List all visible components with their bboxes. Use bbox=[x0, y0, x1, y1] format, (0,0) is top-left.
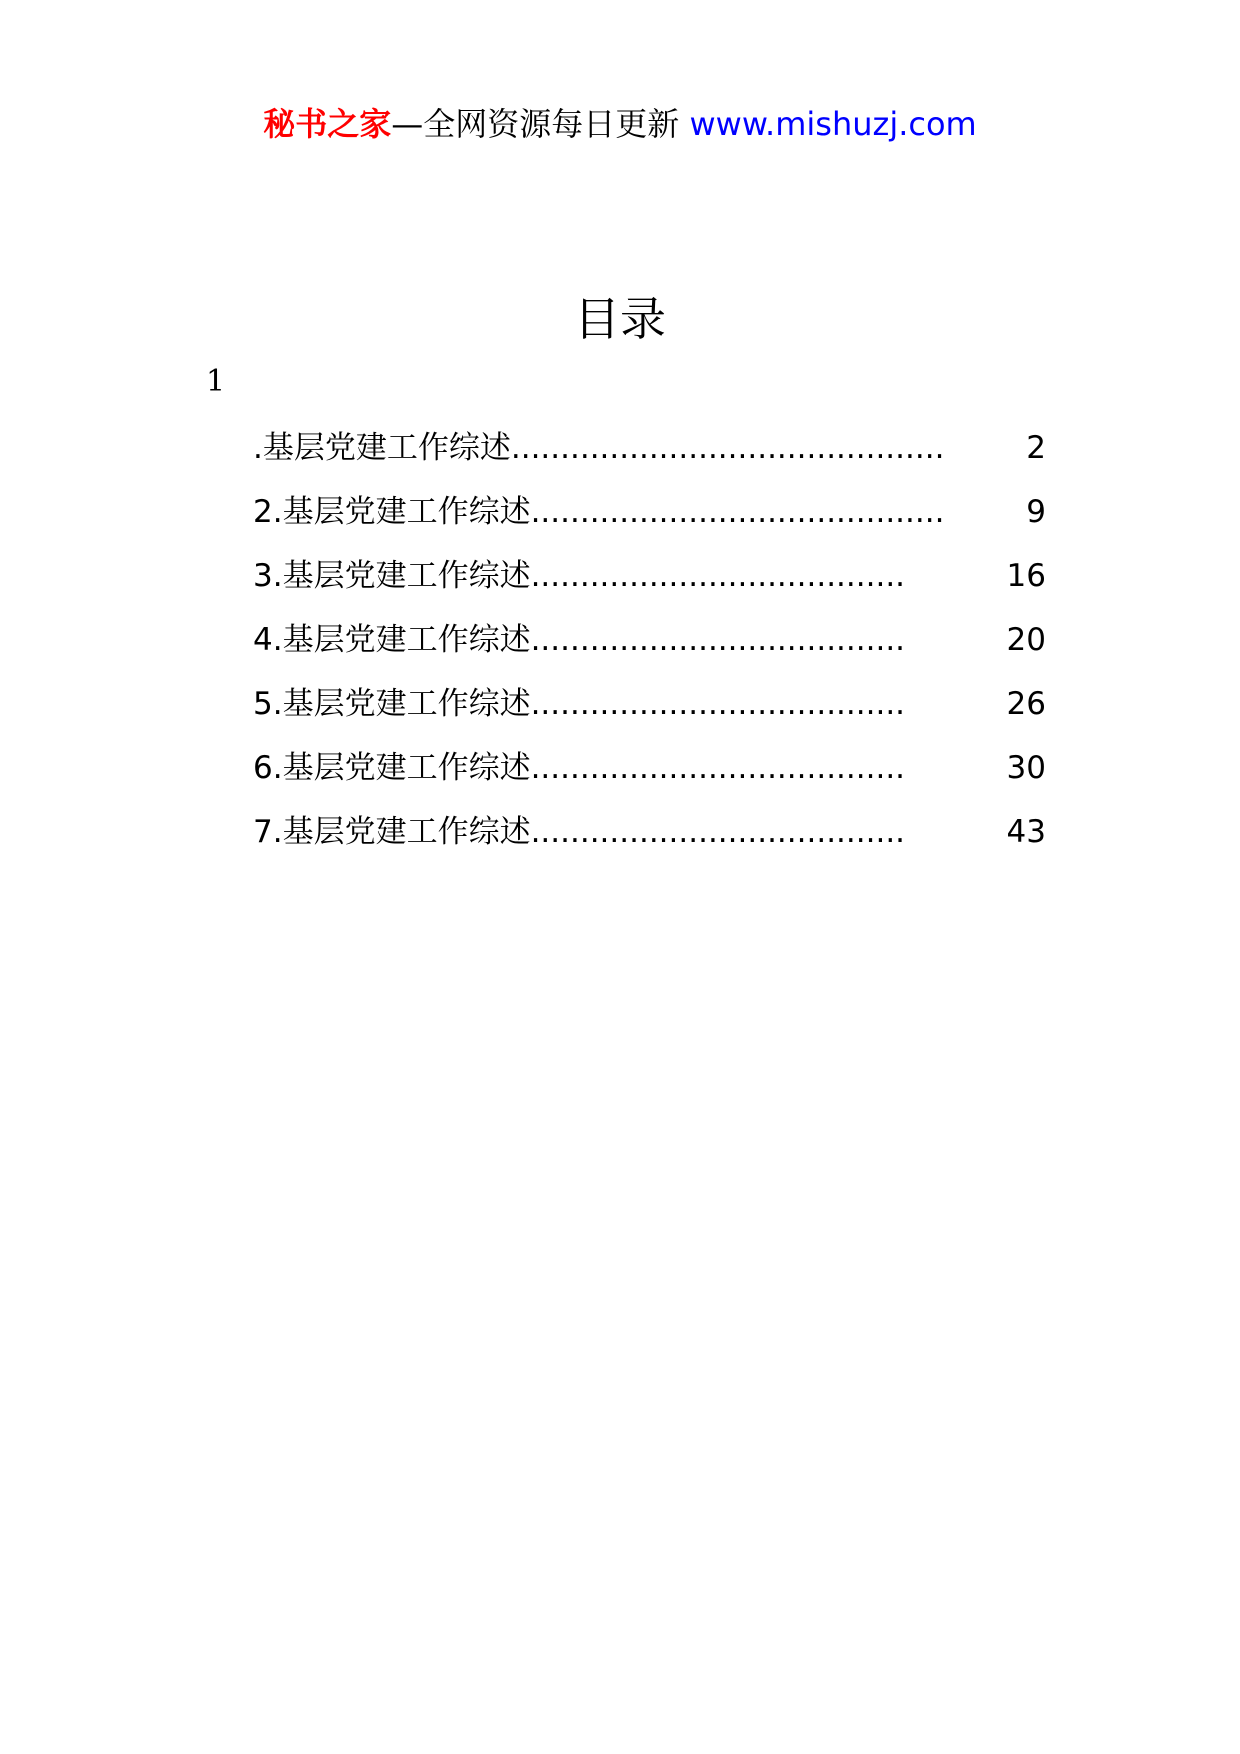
toc-page-number: 30 bbox=[1006, 750, 1046, 786]
toc-entry-label: 7.基层党建工作综述 bbox=[253, 814, 531, 850]
toc-page-number: 16 bbox=[1006, 558, 1046, 594]
toc-page-number: 9 bbox=[1026, 494, 1046, 530]
toc-entry[interactable] bbox=[253, 682, 1046, 726]
toc-entry[interactable] bbox=[253, 554, 1046, 598]
toc-leader-dots: ............................................ bbox=[510, 430, 945, 466]
site-url-link[interactable]: www.mishuzj.com bbox=[689, 105, 977, 143]
toc-leader-dots: ...................................... bbox=[530, 622, 906, 658]
page-title: 目录 bbox=[574, 292, 666, 346]
toc-leader-dots: ...................................... bbox=[530, 750, 906, 786]
toc-page-number: 43 bbox=[1006, 814, 1046, 850]
toc-entry-label: 3.基层党建工作综述 bbox=[253, 558, 531, 594]
brand-name: 秘书之家 bbox=[263, 105, 392, 143]
toc-leader-dots: ...................................... bbox=[530, 814, 906, 850]
toc-leader-dots: ...................................... bbox=[530, 558, 906, 594]
toc-entry[interactable] bbox=[253, 618, 1046, 662]
toc-entry-label: .基层党建工作综述 bbox=[253, 430, 511, 466]
toc-entry[interactable] bbox=[253, 746, 1046, 790]
toc-entry[interactable] bbox=[253, 490, 1046, 534]
toc-entry-label: 2.基层党建工作综述 bbox=[253, 494, 531, 530]
toc-entry-label: 6.基层党建工作综述 bbox=[253, 750, 531, 786]
header-tagline: —全网资源每日更新 bbox=[391, 105, 680, 143]
toc-leader-dots: ...................................... bbox=[530, 686, 906, 722]
toc-page-number: 26 bbox=[1006, 686, 1046, 722]
toc-entry-label: 5.基层党建工作综述 bbox=[253, 686, 531, 722]
toc-page-number: 20 bbox=[1006, 622, 1046, 658]
toc-page-number: 2 bbox=[1026, 430, 1046, 466]
toc-leader-dots: .......................................... bbox=[530, 494, 945, 530]
stray-number: 1 bbox=[206, 364, 226, 399]
toc-entry[interactable] bbox=[253, 810, 1046, 854]
toc-entry-label: 4.基层党建工作综述 bbox=[253, 622, 531, 658]
page-header bbox=[0, 100, 1240, 148]
toc-entry[interactable] bbox=[253, 426, 1046, 470]
